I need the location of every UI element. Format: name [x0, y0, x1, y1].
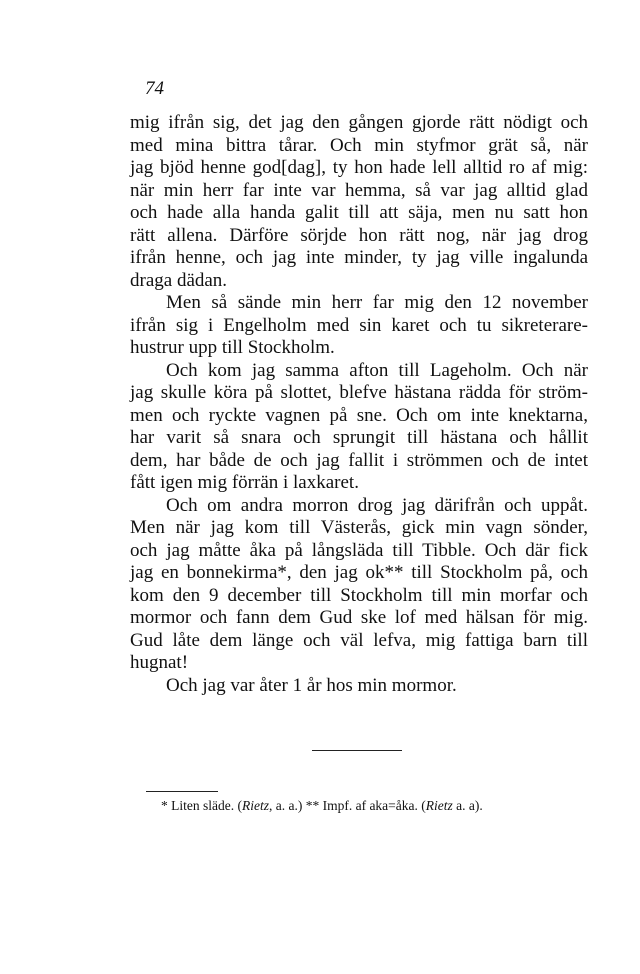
paragraph — [130, 292, 588, 360]
text-line: Och jag var åter 1 år hos min mormor. — [166, 674, 457, 696]
text-line: fått igen mig förrän i laxkaret. — [130, 472, 359, 493]
section-divider — [312, 750, 402, 751]
text-line: Och kom jag samma afton till Lageholm. Och när — [166, 359, 588, 381]
footnote-text-1: * Liten släde. ( — [161, 798, 242, 813]
paragraph — [130, 112, 588, 292]
text-line: har varit så snara och sprungit till hästana och hållit — [130, 427, 588, 448]
text-line: hugnat! — [130, 652, 189, 673]
text-line: ifrån sig i Engelholm med sin karet och tu sikreterare- — [130, 314, 588, 336]
text-line: kom den 9 december till Stockholm till min morfar och — [130, 584, 588, 606]
footnote-text-2: , a. a.) ** Impf. af aka=åka. ( — [268, 798, 426, 813]
paragraph — [130, 495, 588, 675]
text-line: mig ifrån sig, det jag den gången gjorde rätt nödigt och — [130, 112, 588, 133]
text-line: jag en bonnekirma*, den jag ok** till Stockholm på, och — [130, 562, 588, 583]
text-line: rätt allena. Därföre sörjde hon rätt nog, när jag drog — [130, 224, 588, 246]
paragraph — [130, 675, 588, 698]
text-line: mormor och fann dem Gud ske lof med hälsan för mig. — [130, 607, 588, 628]
text-line: hustrur upp till Stockholm. — [130, 337, 335, 358]
body-text — [130, 112, 588, 697]
paragraph — [130, 360, 588, 495]
footnote-rule — [146, 791, 218, 792]
text-line: men och ryckte vagnen på sne. Och om inte knektarna, — [130, 404, 588, 426]
text-line: och hade alla handa galit till att säja, men nu satt hon — [130, 202, 588, 223]
text-line: dem, har både de och jag fallit i strömmen och de intet — [130, 449, 588, 471]
text-line: jag bjöd henne god[dag], ty hon hade lell alltid ro af mig: — [130, 157, 588, 178]
text-line: Och om andra morron drog jag därifrån och uppåt. — [166, 494, 588, 516]
text-line: Gud låte dem länge och väl lefva, mig fattiga barn till — [130, 629, 588, 651]
text-line: Men när jag kom till Västerås, gick min vagn sönder, — [130, 517, 588, 538]
text-line: och jag måtte åka på långsläda till Tibble. Och där fick — [130, 539, 588, 561]
text-line: när min herr far inte var hemma, så var jag alltid glad — [130, 179, 588, 201]
footnote-source-2: Rietz — [425, 798, 453, 813]
footnote-text-3: a. a). — [452, 798, 483, 813]
page-number: 74 — [145, 78, 164, 99]
footnote — [161, 797, 591, 815]
text-line: ifrån henne, och jag inte minder, ty jag ville ingalunda — [130, 247, 588, 268]
text-line: draga dädan. — [130, 269, 228, 291]
text-line: jag skulle köra på slottet, blefve hästana rädda för ström- — [130, 382, 588, 403]
footnote-source-1: Rietz — [241, 798, 269, 813]
text-line: Men så sände min herr far mig den 12 november — [166, 292, 588, 313]
text-line: med mina bittra tårar. Och min styfmor grät så, när — [130, 134, 588, 156]
